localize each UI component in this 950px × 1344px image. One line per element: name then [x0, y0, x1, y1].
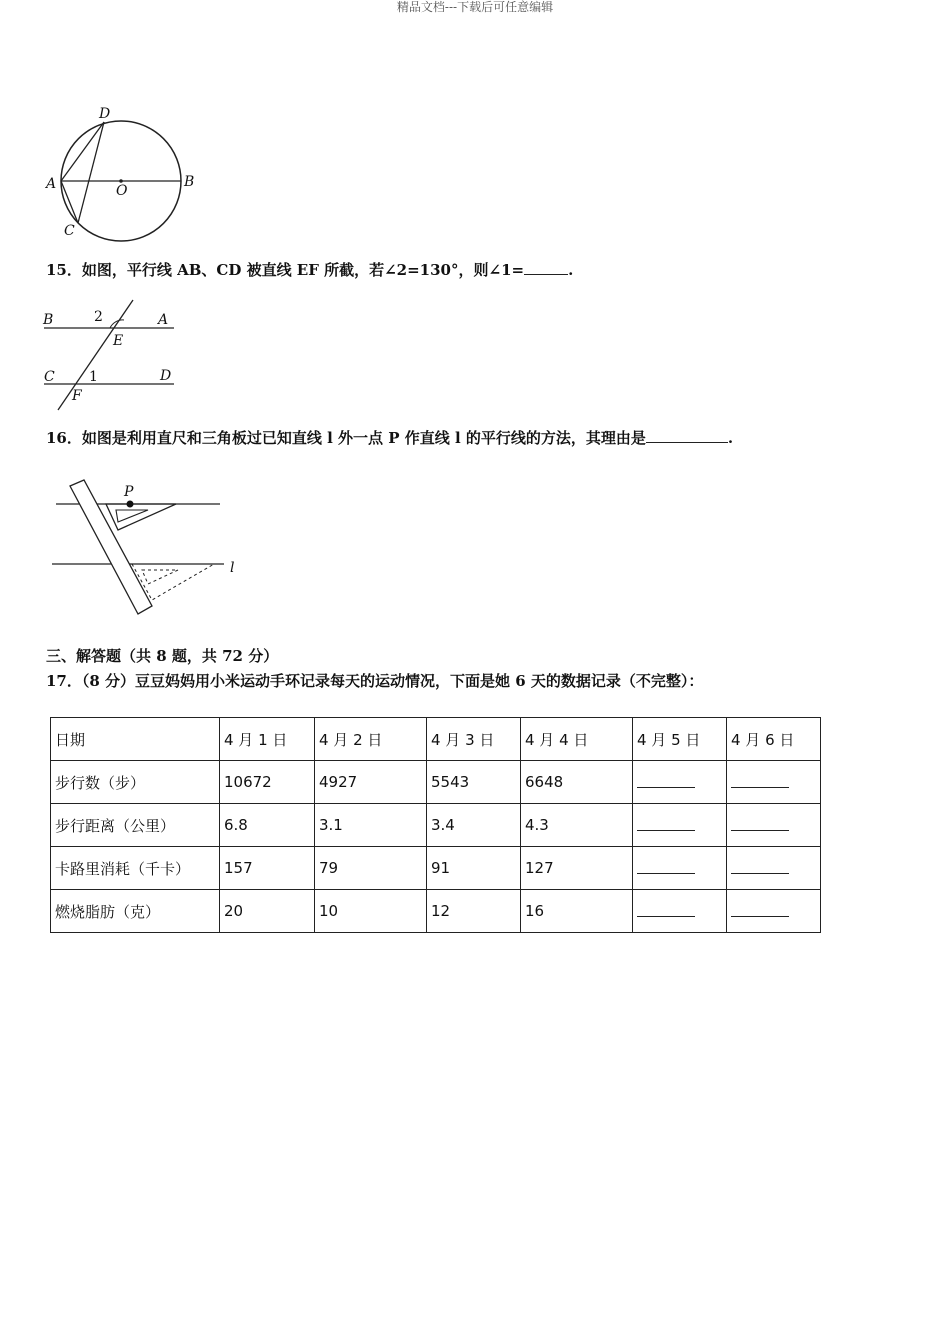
blank-cell	[633, 804, 727, 847]
table-cell: 157	[220, 847, 315, 890]
table-cell: 79	[315, 847, 427, 890]
header-cell: 4 月 6 日	[727, 718, 821, 761]
point-label-o: O	[116, 183, 128, 199]
point-label-f: F	[72, 388, 82, 404]
line-label-b: B	[43, 312, 54, 328]
header-cell: 日期	[51, 718, 220, 761]
ruler-triangle-figure	[48, 478, 248, 618]
point-label-c: C	[64, 223, 75, 239]
row-label: 步行距离（公里）	[51, 804, 220, 847]
question-16	[46, 428, 733, 448]
header-cell: 4 月 4 日	[521, 718, 633, 761]
table-cell: 3.1	[315, 804, 427, 847]
blank-cell	[727, 847, 821, 890]
table-cell: 10672	[220, 761, 315, 804]
table-cell: 16	[521, 890, 633, 933]
page-header: 精品文档---下载后可任意编辑	[396, 0, 554, 14]
point-label-d: D	[99, 106, 111, 122]
blank-cell	[727, 761, 821, 804]
table-row	[51, 890, 821, 933]
data-table	[50, 717, 821, 933]
line-label-d: D	[160, 368, 172, 384]
answer-blank	[731, 859, 789, 874]
table-cell: 20	[220, 890, 315, 933]
answer-blank	[637, 859, 695, 874]
blank-cell	[633, 890, 727, 933]
row-label: 步行数（步）	[51, 761, 220, 804]
blank-cell	[633, 847, 727, 890]
table-cell: 127	[521, 847, 633, 890]
table-cell: 91	[427, 847, 521, 890]
line-label-c: C	[44, 369, 55, 385]
header-cell: 4 月 1 日	[220, 718, 315, 761]
table-row	[51, 804, 821, 847]
table-cell: 6648	[521, 761, 633, 804]
blank-cell	[727, 890, 821, 933]
line-label-a: A	[158, 312, 169, 328]
answer-blank	[731, 773, 789, 788]
blank-cell	[633, 761, 727, 804]
angle-label-2: 2	[94, 309, 103, 325]
table-cell: 6.8	[220, 804, 315, 847]
blank-cell	[727, 804, 821, 847]
answer-blank	[731, 816, 789, 831]
table-row	[51, 847, 821, 890]
point-label-a: A	[46, 176, 57, 192]
row-label: 卡路里消耗（千卡）	[51, 847, 220, 890]
line-label-l: l	[230, 560, 235, 576]
table-cell: 10	[315, 890, 427, 933]
question-16-text: 16．如图是利用直尺和三角板过已知直线 l 外一点 P 作直线 l 的平行线的方法，其理由是	[46, 429, 646, 447]
answer-blank	[637, 902, 695, 917]
answer-blank	[646, 428, 728, 443]
point-label-p: P	[124, 484, 134, 500]
answer-blank	[637, 773, 695, 788]
header-cell: 4 月 3 日	[427, 718, 521, 761]
circle-figure	[40, 100, 210, 245]
table-cell: 3.4	[427, 804, 521, 847]
point-label-b: B	[184, 174, 195, 190]
parallel-lines-figure	[40, 298, 180, 413]
section-heading: 三、解答题（共 8 题，共 72 分）	[46, 647, 279, 665]
question-15	[46, 260, 573, 280]
header-cell: 4 月 2 日	[315, 718, 427, 761]
question-15-end: .	[568, 261, 574, 279]
question-16-end: .	[727, 429, 734, 447]
question-17: 17．（8 分）豆豆妈妈用小米运动手环记录每天的运动情况，下面是她 6 天的数据记录（不完整）：	[46, 672, 704, 690]
question-15-text: 15．如图，平行线 AB、CD 被直线 EF 所截，若∠2=130°，则∠1=	[46, 261, 525, 279]
answer-blank	[731, 902, 789, 917]
table-cell: 4.3	[521, 804, 633, 847]
table-row	[51, 761, 821, 804]
row-label: 燃烧脂肪（克）	[51, 890, 220, 933]
answer-blank	[637, 816, 695, 831]
table-cell: 12	[427, 890, 521, 933]
table-header-row	[51, 718, 821, 761]
table-cell: 5543	[427, 761, 521, 804]
point-label-e: E	[113, 333, 124, 349]
answer-blank	[524, 260, 568, 275]
angle-label-1: 1	[89, 369, 98, 385]
header-cell: 4 月 5 日	[633, 718, 727, 761]
table-cell: 4927	[315, 761, 427, 804]
